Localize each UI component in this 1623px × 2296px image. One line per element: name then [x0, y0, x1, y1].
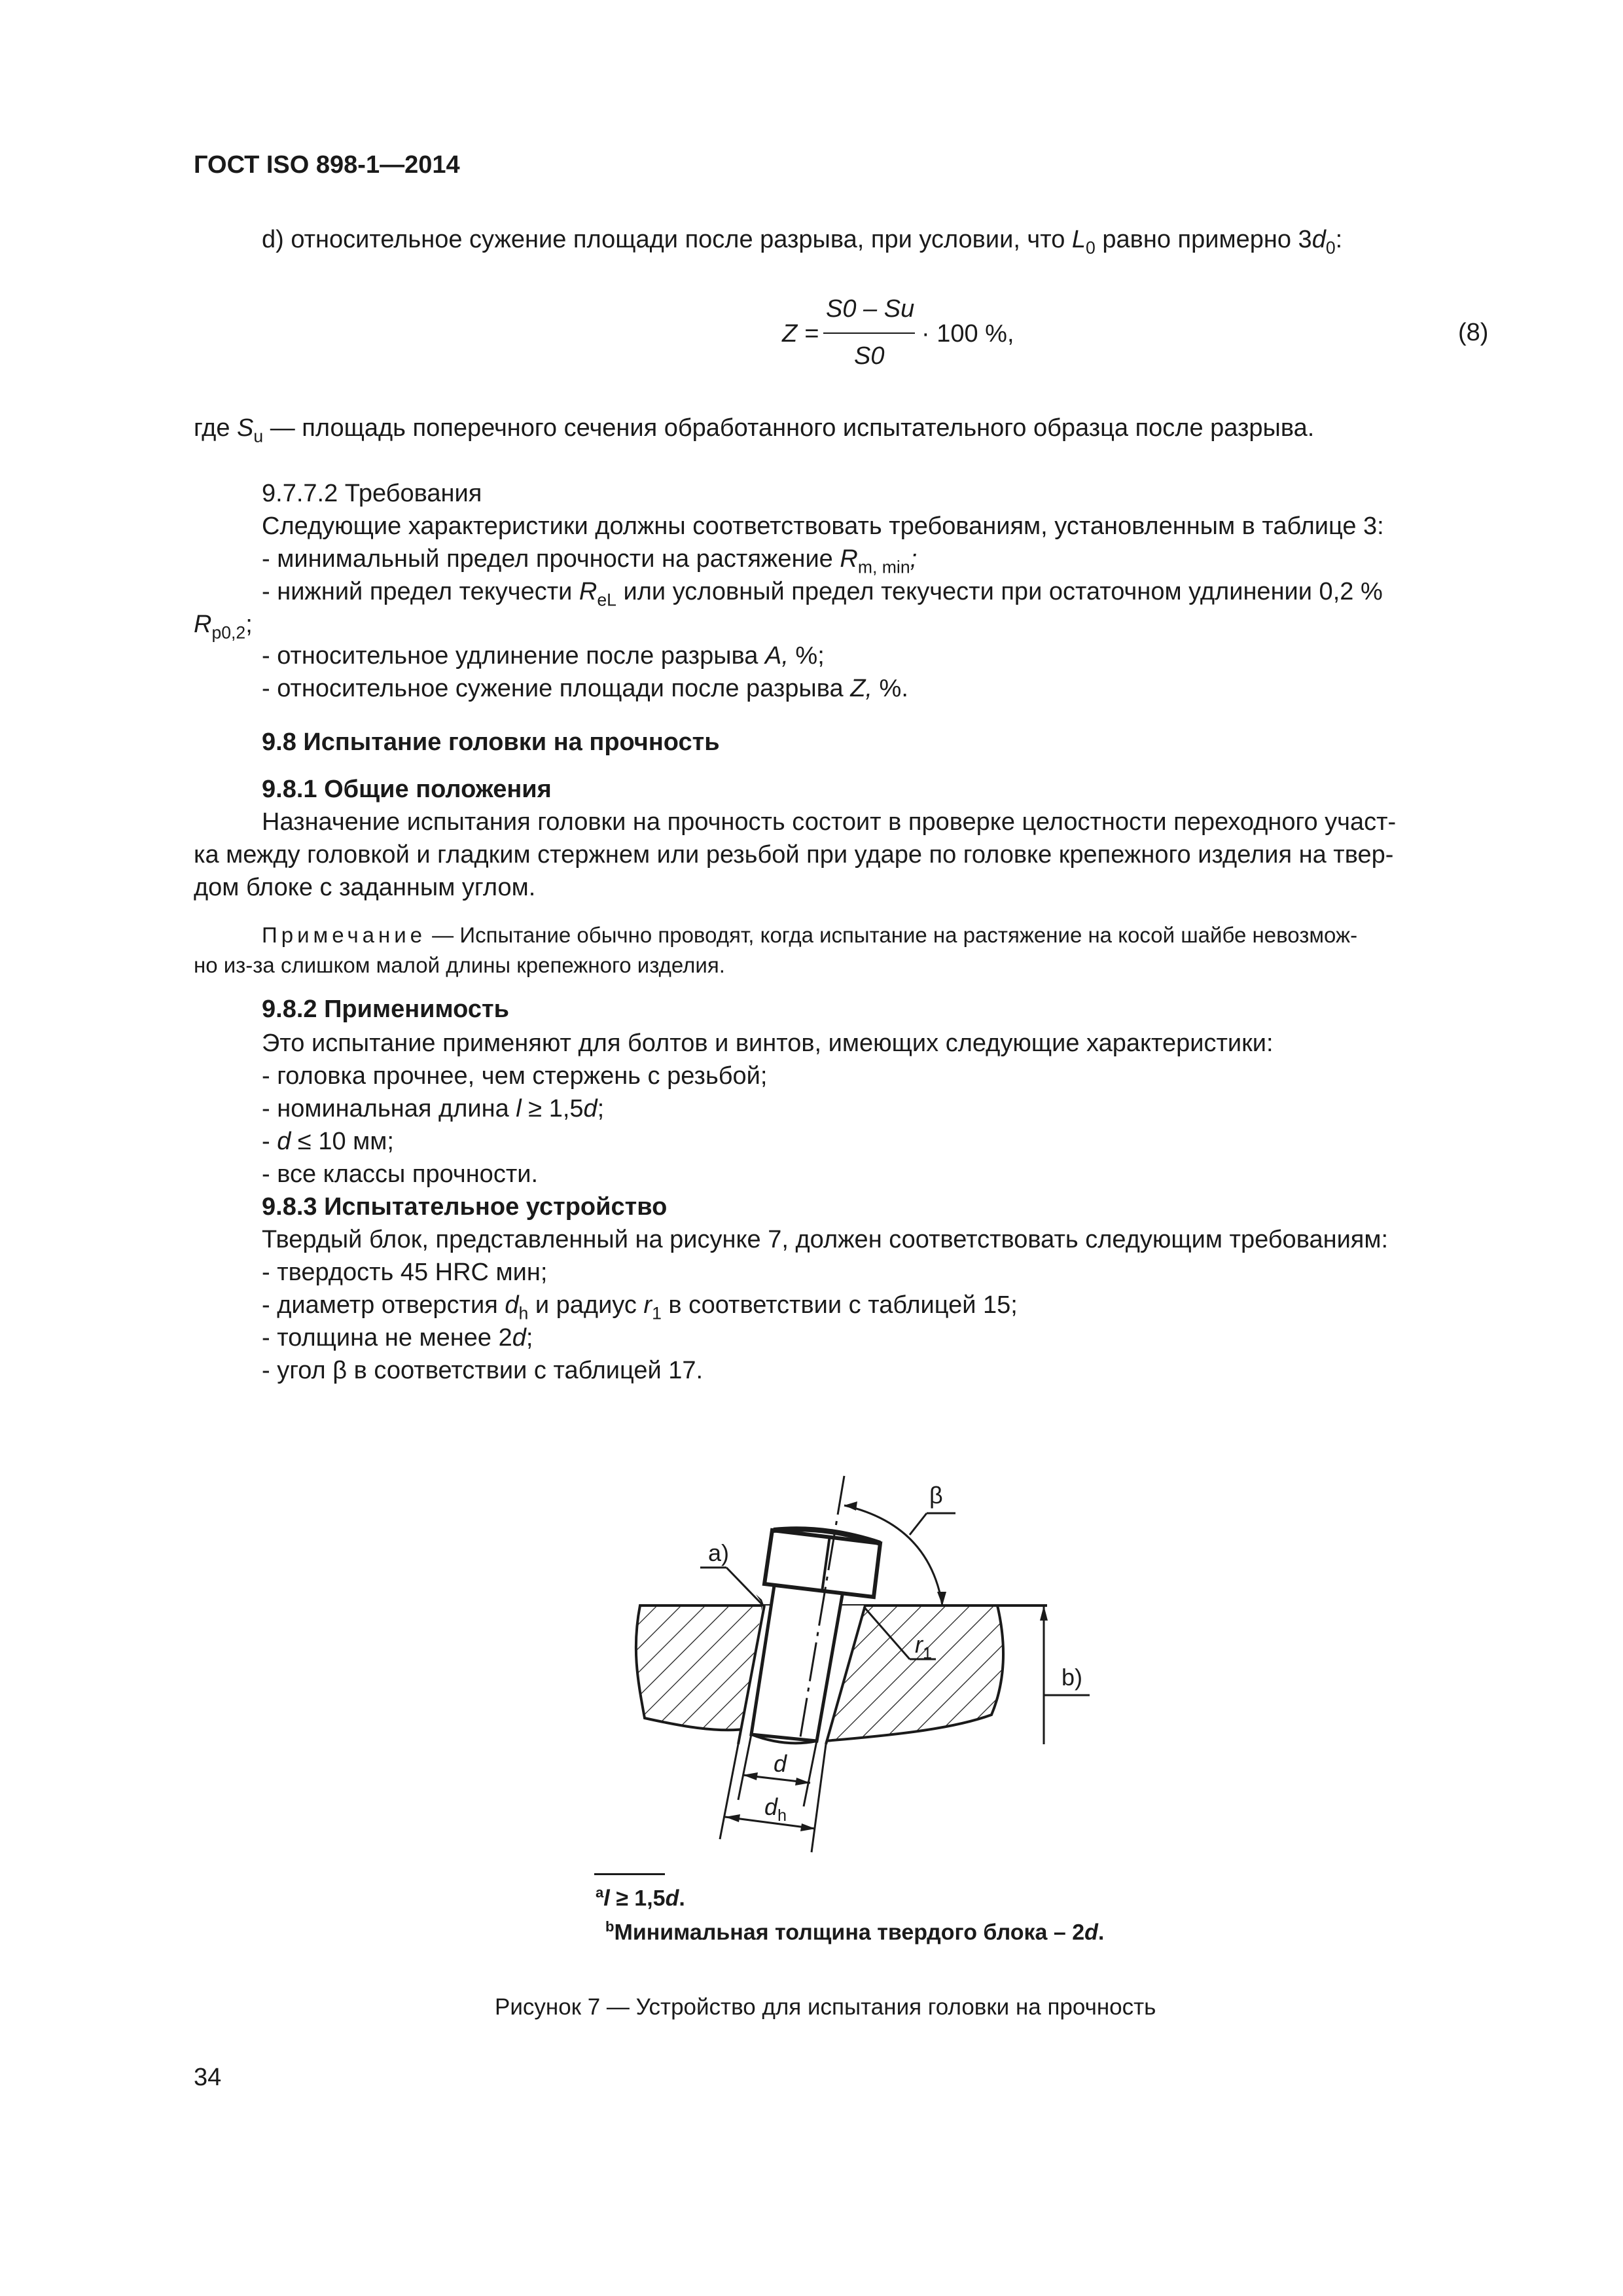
beta-arrow-bottom — [937, 1592, 946, 1605]
head-soundness-test-figure — [589, 1453, 1126, 1859]
item-d-var1: L — [1071, 226, 1086, 253]
item-d-var1-sub: 0 — [1086, 238, 1096, 258]
formula-lhs: Z = — [782, 320, 819, 348]
sec-982-heading: 9.8.2 Применимость — [262, 996, 509, 1023]
sec-9772-b4-end: %. — [872, 675, 908, 702]
sec-982-b3-text: ≤ 10 мм; — [291, 1128, 394, 1155]
sec-983-bullet-3 — [262, 1322, 533, 1354]
formula-denominator: S0 — [854, 342, 885, 370]
sec-9772-b2-sub: eL — [597, 590, 616, 610]
where-var-sub: u — [253, 426, 264, 446]
beta-leader — [910, 1513, 927, 1535]
figure-label-dh-var: d — [764, 1793, 778, 1820]
sec-9772-b2-sub2: p0,2 — [211, 622, 246, 643]
sec-9772-b3-text: - относительное удлинение после разрыва — [262, 642, 765, 670]
sec-9772-bullet-4 — [262, 673, 908, 705]
footnote-b — [605, 1918, 1104, 1947]
sec-983-intro: Твердый блок, представленный на рисунке 7, должен соответствовать следующим требованиям: — [262, 1226, 1389, 1253]
item-d-var2: d — [1311, 226, 1326, 253]
sec-9772-b2-end: ; — [245, 611, 253, 638]
footnote-rule — [594, 1873, 665, 1875]
sec-9772-b2-var2: R — [194, 611, 212, 638]
note-line-1 — [262, 920, 1357, 951]
sec-9772-b1-var: R — [840, 545, 858, 573]
sec-982-b3-prefix: - — [262, 1128, 277, 1155]
sec-983-bullet-4: - угол β в соответствии с таблицей 17. — [262, 1357, 704, 1384]
sec-983-bullet-1: - твердость 45 HRC мин; — [262, 1259, 548, 1286]
footnote-a-mark: a — [596, 1884, 604, 1901]
figure-label-d — [774, 1749, 787, 1780]
sec-9772-b4-var: Z, — [850, 675, 872, 702]
sec-9772-bullet-2 — [262, 576, 1383, 611]
note-line-2: но из-за слишком малой длины крепежного изделия. — [194, 953, 725, 977]
figure-label-d-var: d — [774, 1750, 787, 1777]
sec-982-bullet-1: - головка прочнее, чем стержень с резьбой; — [262, 1062, 768, 1090]
sec-983-b2-sub2: 1 — [652, 1303, 662, 1323]
dim-dh-ext-left — [720, 1744, 738, 1839]
sec-983-b2-sub: h — [518, 1303, 529, 1323]
sec-9772-bullet-3 — [262, 640, 825, 672]
sec-981-heading: 9.8.1 Общие положения — [262, 776, 552, 803]
sec-983-b3-var: d — [512, 1324, 526, 1352]
sec-983-b2-var: d — [505, 1291, 519, 1319]
sec-9772-bullet-1 — [262, 543, 917, 579]
sec-982-b3-var: d — [277, 1128, 291, 1155]
where-prefix: где — [194, 414, 238, 442]
sec-982-bullet-4: - все классы прочности. — [262, 1160, 539, 1188]
sec-982-b2-var2: d — [583, 1095, 597, 1122]
dim-dh-arrow-left — [725, 1814, 740, 1822]
sec-982-b2-mid: ≥ 1,5 — [521, 1095, 584, 1122]
sec-983-bullet-2 — [262, 1289, 1018, 1325]
sec-982-intro: Это испытание применяют для болтов и винтов, имеющих следующие характеристики: — [262, 1030, 1274, 1057]
page-header: ГОСТ ISO 898-1—2014 — [194, 151, 460, 179]
sec-98-heading: 9.8 Испытание головки на прочность — [262, 728, 720, 756]
note-text-part-1: — Испытание обычно проводят, когда испытание на растяжение на косой шайбе невозмож- — [426, 923, 1358, 947]
footnote-b-var: d — [1084, 1920, 1098, 1945]
sec-983-b2-end: в соответствии с таблицей 15; — [661, 1291, 1018, 1319]
dim-dh-arrow-right — [800, 1823, 815, 1831]
item-d-middle: равно примерно 3 — [1095, 226, 1312, 253]
item-d-suffix: : — [1335, 226, 1343, 253]
figure-label-a: a) — [708, 1539, 730, 1566]
sec-983-b2-mid: и радиус — [528, 1291, 644, 1319]
footnote-a-end: . — [679, 1886, 685, 1911]
sec-982-b2-text: - номинальная длина — [262, 1095, 516, 1122]
sec-9772-heading: 9.7.7.2 Требования — [262, 480, 482, 507]
formula-fraction-bar — [823, 332, 915, 334]
footnote-a-text: ≥ 1,5 — [609, 1886, 666, 1911]
figure-label-r-sub: 1 — [923, 1643, 933, 1662]
dim-d-arrow-left — [743, 1772, 758, 1780]
figure-label-beta: β — [929, 1482, 943, 1509]
sec-9772-b3-end: %; — [788, 642, 825, 670]
sec-9772-b2-mid: или условный предел текучести при остаточном удлинении 0,2 % — [616, 578, 1383, 605]
sec-981-line-2: ка между головкой и гладким стержнем или резьбой при ударе по головке крепежного изделия на твер- — [194, 841, 1394, 869]
footnote-b-end: . — [1097, 1920, 1105, 1945]
b-dim-arrow — [1040, 1605, 1048, 1621]
figure-caption: Рисунок 7 — Устройство для испытания головки на прочность — [495, 1994, 1156, 2020]
sec-983-b2-text: - диаметр отверстия — [262, 1291, 505, 1319]
sec-983-b2-var2: r — [643, 1291, 652, 1319]
sec-9772-b2-var: R — [579, 578, 597, 605]
beta-arrow-top — [844, 1501, 857, 1511]
footnote-b-text: Минимальная толщина твердого блока – 2 — [614, 1920, 1085, 1945]
formula-number: (8) — [1458, 319, 1489, 346]
footnote-a-var: l — [603, 1886, 610, 1911]
page-number: 34 — [194, 2064, 222, 2091]
dim-d-ext-right — [804, 1741, 817, 1806]
formula-rhs: · 100 %, — [921, 320, 1014, 348]
sec-9772-b1-text: - минимальный предел прочности на растяжение — [262, 545, 840, 573]
sec-9772-b3-var: A, — [764, 642, 789, 670]
sec-9772-b4-text: - относительное сужение площади после разрыва — [262, 675, 851, 702]
sec-981-line-3: дом блоке с заданным углом. — [194, 874, 536, 901]
sec-981-line-1: Назначение испытания головки на прочность состоит в проверке целостности переходного участ- — [262, 808, 1397, 836]
note-label: Примечание — [262, 923, 427, 947]
sec-983-b3-text: - толщина не менее 2 — [262, 1324, 512, 1352]
where-var: S — [237, 414, 254, 442]
sec-982-b2-var: l — [516, 1095, 522, 1122]
a-leader — [726, 1568, 764, 1607]
sec-983-b3-end: ; — [526, 1324, 533, 1352]
sec-983-heading: 9.8.3 Испытательное устройство — [262, 1193, 668, 1221]
item-d-var2-sub: 0 — [1325, 238, 1336, 258]
item-d-prefix: d) относительное сужение площади после разрыва, при условии, что — [262, 226, 1072, 253]
formula-numerator: S0 – Su — [826, 295, 915, 323]
sec-982-bullet-3 — [262, 1126, 394, 1158]
sec-9772-b1-end: ; — [910, 545, 918, 573]
footnote-b-mark: b — [605, 1918, 615, 1935]
where-line — [194, 412, 1314, 448]
figure-label-r1 — [915, 1630, 932, 1664]
figure-label-r-var: r — [915, 1631, 923, 1658]
footnote-a-var2: d — [665, 1886, 679, 1911]
footnote-a — [596, 1884, 685, 1913]
sec-9772-b1-sub: m, min — [857, 557, 910, 577]
figure-label-dh-sub: h — [777, 1806, 787, 1825]
sec-9772-intro: Следующие характеристики должны соответствовать требованиям, установленным в таблице 3: — [262, 512, 1384, 540]
item-d-line — [262, 224, 1342, 259]
sec-982-b2-end: ; — [597, 1095, 605, 1122]
where-text: — площадь поперечного сечения обработанного испытательного образца после разрыва. — [263, 414, 1315, 442]
sec-9772-bullet-2-cont — [194, 609, 253, 644]
sec-982-bullet-2 — [262, 1093, 604, 1125]
sec-9772-b2-text: - нижний предел текучести — [262, 578, 579, 605]
figure-label-dh — [764, 1792, 787, 1827]
figure-label-b: b) — [1061, 1664, 1083, 1691]
